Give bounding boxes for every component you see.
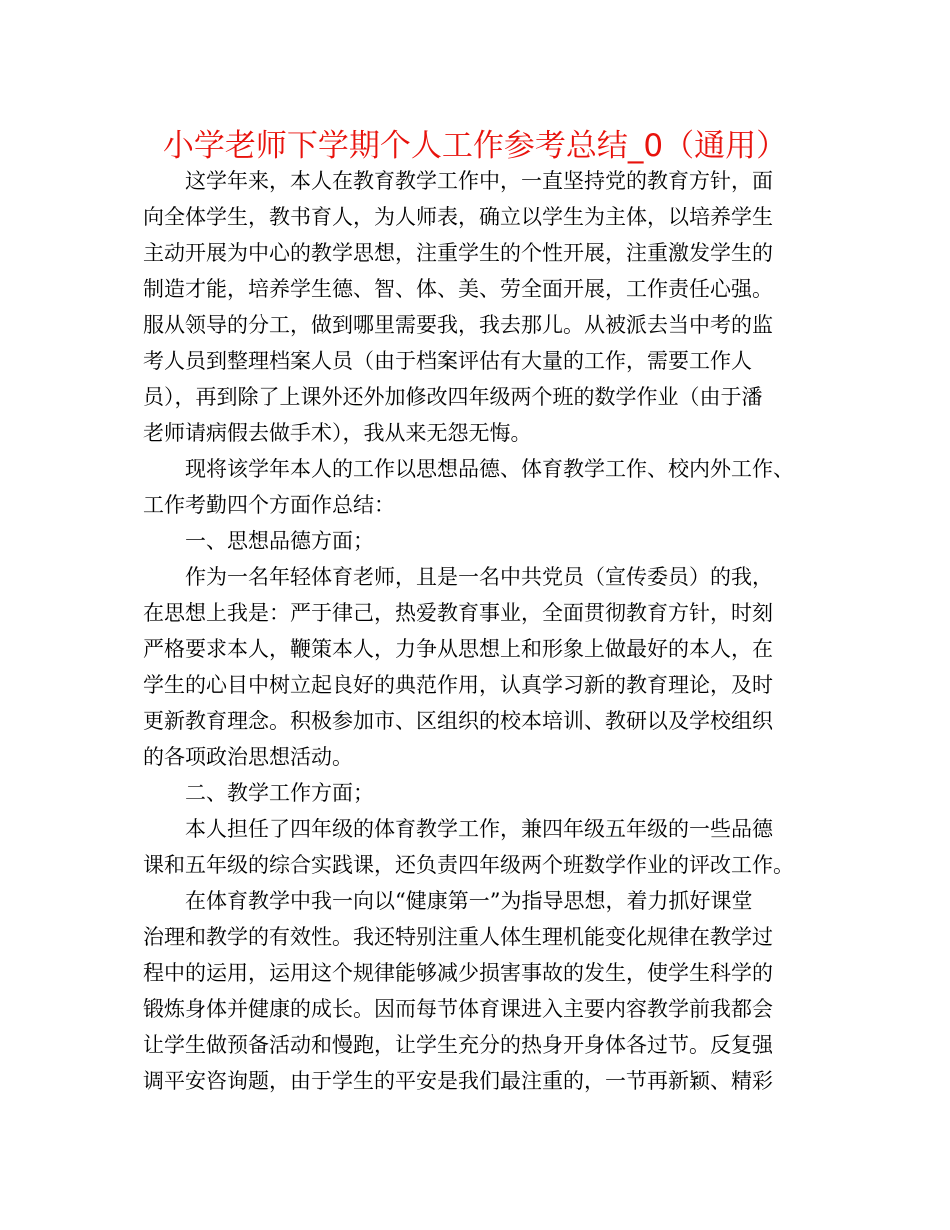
text-line: 严格要求本人，鞭策本人，力争从思想上和形象上做最好的本人，在 xyxy=(143,637,773,661)
section-heading-teaching xyxy=(143,775,863,811)
text-line: 学生的心目中树立起良好的典范作用，认真学习新的教育理论，及时 xyxy=(143,673,773,697)
text-line: 让学生做预备活动和慢跑，让学生充分的热身开身体各过节。反复强 xyxy=(143,1033,773,1057)
text-line: 现将该学年本人的工作以思想品德、体育教学工作、校内外工作、 xyxy=(185,457,794,481)
text-line: 制造才能，培养学生德、智、体、美、劳全面开展，工作责任心强。 xyxy=(143,277,773,301)
section-heading-ideology xyxy=(143,523,863,559)
text-line: 在体育教学中我一向以“健康第一”为指导思想，着力抓好课堂 xyxy=(185,889,753,913)
text-line: 员），再到除了上课外还外加修改四年级两个班的数学作业（由于潘 xyxy=(143,385,763,409)
text-line: 一、思想品德方面； xyxy=(185,529,374,553)
paragraph-intro xyxy=(143,163,863,451)
text-line: 这学年来，本人在教育教学工作中，一直坚持党的教育方针，面 xyxy=(185,169,773,193)
document-title: 小学老师下学期个人工作参考总结_0（通用） xyxy=(162,128,788,164)
text-line: 的各项政治思想活动。 xyxy=(143,745,353,769)
paragraph-summary-scope xyxy=(143,451,863,523)
text-line: 考人员到整理档案人员（由于档案评估有大量的工作，需要工作人 xyxy=(143,349,752,373)
paragraph-pe-teaching xyxy=(143,883,863,1099)
text-line: 向全体学生，教书育人，为人师表，确立以学生为主体，以培养学生 xyxy=(143,205,773,229)
text-line: 治理和教学的有效性。我还特别注重人体生理机能变化规律在教学过 xyxy=(143,925,773,949)
text-line: 二、教学工作方面； xyxy=(185,781,374,805)
text-line: 程中的运用，运用这个规律能够减少损害事故的发生，使学生科学的 xyxy=(143,961,773,985)
document-body xyxy=(143,163,863,1099)
paragraph-ideology xyxy=(143,559,863,775)
text-line: 锻炼身体并健康的成长。因而每节体育课进入主要内容教学前我都会 xyxy=(143,997,773,1021)
text-line: 本人担任了四年级的体育教学工作，兼四年级五年级的一些品德 xyxy=(185,817,773,841)
text-line: 调平安咨询题，由于学生的平安是我们最注重的，一节再新颖、精彩 xyxy=(143,1069,773,1093)
text-line: 课和五年级的综合实践课，还负责四年级两个班数学作业的评改工作。 xyxy=(143,853,794,877)
paragraph-teaching-duties xyxy=(143,811,863,883)
text-line: 在思想上我是：严于律己，热爱教育事业，全面贯彻教育方针，时刻 xyxy=(143,601,773,625)
text-line: 服从领导的分工，做到哪里需要我，我去那儿。从被派去当中考的监 xyxy=(143,313,773,337)
text-line: 老师请病假去做手术），我从来无怨无悔。 xyxy=(143,421,532,445)
text-line: 主动开展为中心的教学思想，注重学生的个性开展，注重激发学生的 xyxy=(143,241,773,265)
text-line: 作为一名年轻体育老师，且是一名中共党员（宣传委员）的我， xyxy=(185,565,773,589)
text-line: 工作考勤四个方面作总结： xyxy=(143,493,395,517)
text-line: 更新教育理念。积极参加市、区组织的校本培训、教研以及学校组织 xyxy=(143,709,773,733)
